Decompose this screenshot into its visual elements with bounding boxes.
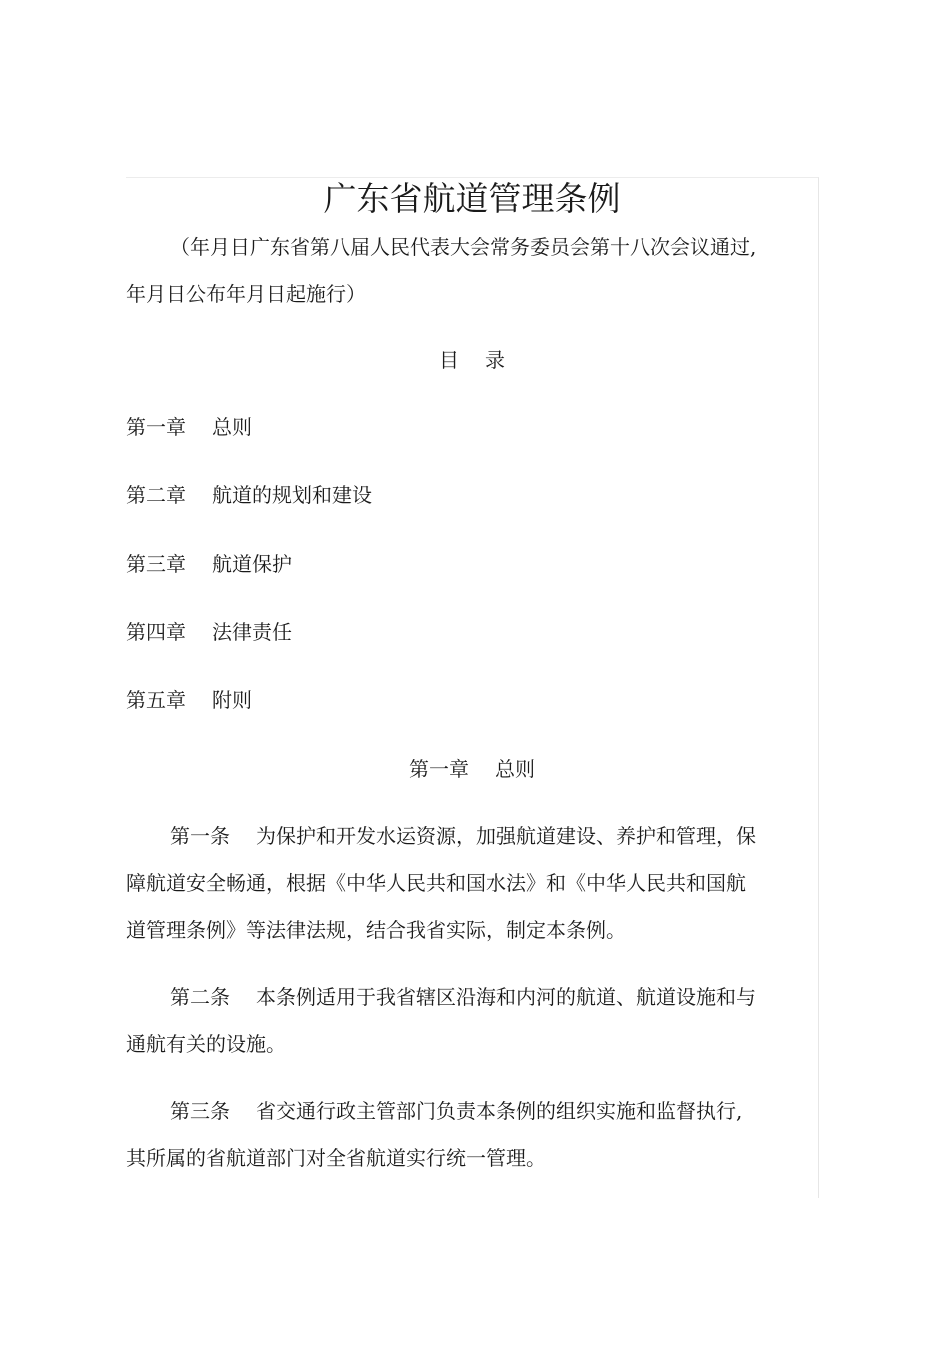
- toc-item-title: 航道保护: [212, 552, 292, 576]
- article-line: [170, 822, 756, 850]
- toc-heading: [126, 346, 818, 374]
- toc-item: [126, 618, 292, 646]
- toc-item-title: 总则: [212, 415, 252, 439]
- toc-item: [126, 413, 252, 441]
- article-text: 本条例适用于我省辖区沿海和内河的航道、航道设施和与: [256, 985, 756, 1009]
- toc-item-chapter: 第一章: [126, 415, 186, 439]
- article-label: 第二条: [170, 985, 230, 1009]
- article-line: 道管理条例》等法律法规，结合我省实际，制定本条例。: [126, 918, 626, 942]
- toc-item: [126, 686, 252, 714]
- toc-heading-right: 录: [485, 348, 505, 372]
- toc-item-title: 航道的规划和建设: [212, 483, 372, 507]
- article-label: 第三条: [170, 1099, 230, 1123]
- toc-item-chapter: 第五章: [126, 688, 186, 712]
- toc-item-chapter: 第四章: [126, 620, 186, 644]
- chapter-title: 总则: [495, 757, 535, 781]
- toc-item: [126, 550, 292, 578]
- chapter-heading: [126, 755, 818, 783]
- toc-heading-left: 目: [439, 348, 459, 372]
- article-line: [170, 983, 756, 1011]
- toc-item-chapter: 第三章: [126, 552, 186, 576]
- chapter-number: 第一章: [409, 757, 469, 781]
- toc-item-title: 法律责任: [212, 620, 292, 644]
- document-title: 广东省航道管理条例: [323, 179, 621, 218]
- toc-item-title: 附则: [212, 688, 252, 712]
- document-subtitle-line-1: （年月日广东省第八届人民代表大会常务委员会第十八次会议通过,: [170, 235, 757, 259]
- article-label: 第一条: [170, 824, 230, 848]
- article-text: 为保护和开发水运资源，加强航道建设、养护和管理，保: [256, 824, 756, 848]
- article-line: [170, 1097, 742, 1125]
- toc-item: [126, 481, 372, 509]
- article-line: 通航有关的设施。: [126, 1032, 286, 1056]
- article-line: 障航道安全畅通，根据《中华人民共和国水法》和《中华人民共和国航: [126, 871, 746, 895]
- document-subtitle-line-2: 年月日公布年月日起施行）: [126, 282, 366, 306]
- article-text: 省交通行政主管部门负责本条例的组织实施和监督执行,: [256, 1099, 743, 1123]
- toc-item-chapter: 第二章: [126, 483, 186, 507]
- article-line: 其所属的省航道部门对全省航道实行统一管理。: [126, 1146, 546, 1170]
